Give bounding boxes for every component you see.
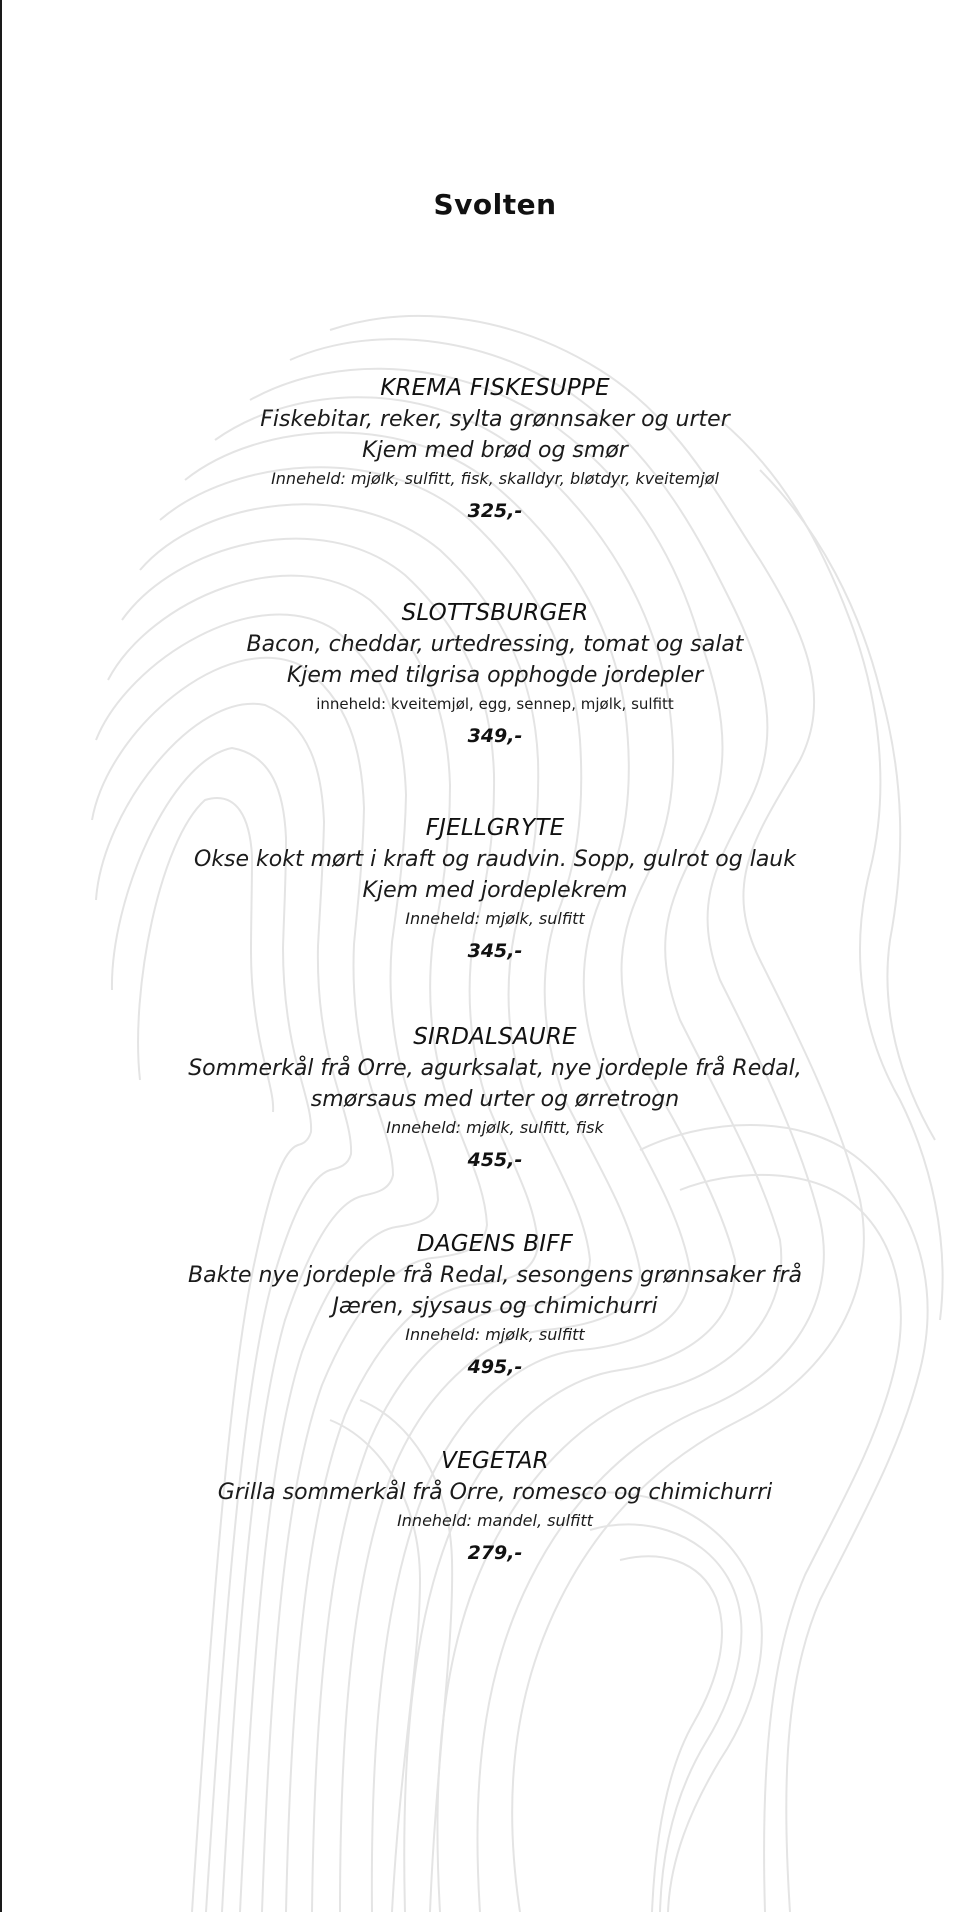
dish-description: Sommerkål frå Orre, agurksalat, nye jordeple frå Redal, bbox=[188, 1056, 802, 1081]
dish-price: 455,- bbox=[467, 1149, 523, 1171]
dish-description: Bakte nye jordeple frå Redal, sesongens grønnsaker frå bbox=[188, 1263, 802, 1288]
dish-allergens: inneheld: kveitemjøl, egg, sennep, mjølk, sulfitt bbox=[316, 695, 674, 713]
dish-price: 495,- bbox=[467, 1356, 523, 1378]
dish-description: Kjem med tilgrisa opphogde jordepler bbox=[286, 663, 704, 688]
dish-description: Kjem med brød og smør bbox=[362, 438, 628, 463]
dish-name: SIRDALSAURE bbox=[413, 1024, 577, 1050]
dish-allergens: Inneheld: mjølk, sulfitt, fisk, skalldyr, bløtdyr, kveitemjøl bbox=[271, 469, 719, 488]
dish-description: Kjem med jordeplekrem bbox=[362, 878, 628, 903]
dish-price: 349,- bbox=[467, 725, 523, 747]
dish-allergens: Inneheld: mjølk, sulfitt bbox=[405, 1325, 585, 1344]
dish-description: Bacon, cheddar, urtedressing, tomat og salat bbox=[246, 632, 744, 657]
dish-description: smørsaus med urter og ørretrogn bbox=[310, 1087, 680, 1112]
dish-name: KREMA FISKESUPPE bbox=[380, 375, 610, 401]
dish-sirdalsaure bbox=[0, 1021, 956, 1176]
dish-price: 345,- bbox=[467, 940, 523, 962]
dish-description: Jæren, sjysaus og chimichurri bbox=[332, 1294, 658, 1319]
dish-vegetar bbox=[0, 1445, 956, 1569]
dish-description: Fiskebitar, reker, sylta grønnsaker og urter bbox=[260, 407, 730, 432]
dish-allergens: Inneheld: mjølk, sulfitt bbox=[405, 909, 585, 928]
dish-name: DAGENS BIFF bbox=[416, 1231, 574, 1257]
dish-allergens: Inneheld: mjølk, sulfitt, fisk bbox=[386, 1118, 604, 1137]
dish-description: Okse kokt mørt i kraft og raudvin. Sopp, gulrot og lauk bbox=[194, 847, 796, 872]
dish-price: 279,- bbox=[467, 1542, 523, 1564]
dish-name: FJELLGRYTE bbox=[425, 815, 565, 841]
dish-name: SLOTTSBURGER bbox=[401, 600, 589, 626]
dish-name: VEGETAR bbox=[441, 1448, 549, 1474]
dish-slottsburger bbox=[0, 597, 956, 752]
dish-description: Grilla sommerkål frå Orre, romesco og chimichurri bbox=[217, 1480, 773, 1505]
page-title: Svolten bbox=[433, 188, 557, 221]
dish-dagens-biff bbox=[0, 1228, 956, 1383]
dish-fjellgryte bbox=[0, 812, 956, 967]
dish-price: 325,- bbox=[467, 500, 523, 522]
dish-allergens: Inneheld: mandel, sulfitt bbox=[397, 1511, 593, 1530]
dish-krema-fiskesuppe bbox=[0, 372, 956, 527]
